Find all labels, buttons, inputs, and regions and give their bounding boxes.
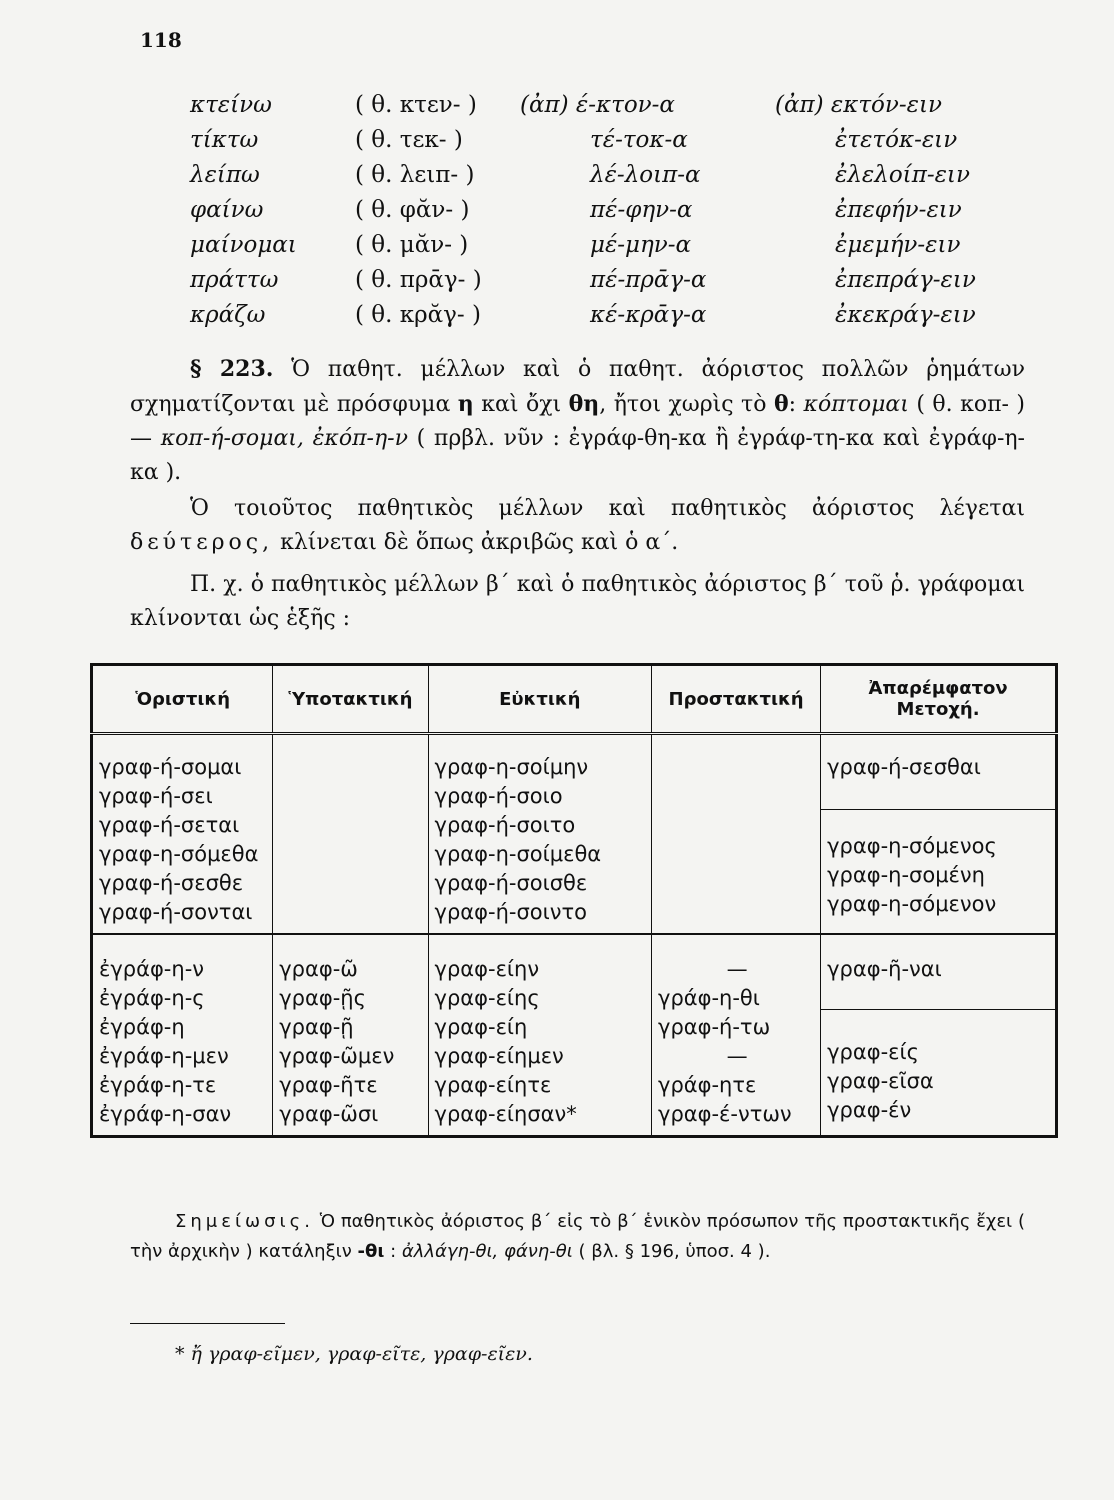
form: — — [726, 957, 748, 981]
footnote: * ἤ γραφ-εῖμεν, γραφ-εῖτε, γραφ-εῖεν. — [175, 1343, 533, 1365]
text-run: δεύτερος, — [130, 530, 274, 555]
verb-present: λείπω — [190, 162, 260, 188]
text-run: : — [384, 1241, 402, 1262]
participle-form: γραφ-έν — [827, 1098, 912, 1122]
form: γραφ-ή-σει — [99, 784, 213, 808]
form: γραφ-έ-ντων — [658, 1102, 792, 1126]
form: γραφ-ή-σοισθε — [434, 871, 588, 895]
header-indicative: Ὁριστική — [92, 665, 273, 734]
table-row-future — [92, 734, 1057, 935]
verb-pluperfect: ἐτετόκ-ειν — [835, 127, 958, 153]
text-run: Ὁ παθητικὸς ἀόριστος β΄ εἰς τὸ β΄ ἑνικὸν πρόσωπον τῆς προστακτικῆς ἔχει ( τὴν ἀρχικὴν ) κατάληξιν — [130, 1211, 1025, 1262]
verb-perfect: μέ-μην-α — [590, 232, 692, 258]
text-run: -θι — [357, 1241, 385, 1262]
form: γράφ-ητε — [658, 1073, 757, 1097]
form: γραφ-ῇ — [279, 1015, 354, 1039]
future-optative-cell — [428, 734, 651, 935]
aorist-subjunctive-cell — [273, 934, 428, 1137]
aorist-optative-cell — [428, 934, 651, 1137]
text-run: ( πρβλ. νῦν : ἐγράφ-θη-κα ἢ ἐγράφ-τη-κα καὶ ἐγράφ-η-κα ). — [130, 426, 1025, 485]
verb-pluperfect: ἐλελοίπ-ειν — [835, 162, 970, 188]
future-imperative-cell — [652, 734, 821, 935]
verb-perfect: πέ-πρᾱγ-α — [590, 267, 707, 293]
verb-theme: ( θ. φᾰν- ) — [355, 197, 470, 223]
verb-perfect: πέ-φην-α — [590, 197, 693, 223]
verb-theme: ( θ. πρᾱγ- ) — [355, 267, 482, 293]
verb-present: κράζω — [190, 302, 266, 328]
form: γραφ-ή-σοιτο — [434, 813, 576, 837]
form: γραφ-είητε — [434, 1073, 552, 1097]
text-run: ( βλ. § 196, ὑποσ. 4 ). — [572, 1241, 771, 1262]
verb-row — [190, 127, 1010, 162]
verb-pluperfect: ἐπεφήν-ειν — [835, 197, 962, 223]
form: — — [726, 1044, 748, 1068]
future-indicative-cell — [92, 734, 273, 935]
section-number: § 223. — [190, 356, 274, 382]
verb-perfect: κέ-κρᾱγ-α — [590, 302, 707, 328]
future-infinitive-participle-cell — [821, 734, 1057, 935]
note-paragraph — [130, 1207, 1025, 1267]
form: ἐγράφ-η-τε — [99, 1073, 217, 1097]
verb-perfect: λέ-λοιπ-α — [590, 162, 701, 188]
form: ἐγράφ-η-ν — [99, 957, 204, 981]
text-run: καὶ ὄχι — [473, 392, 569, 417]
page-number: 118 — [140, 28, 182, 52]
text-run: κλίνεται δὲ ὅπως ἀκριβῶς καὶ ὁ α΄. — [273, 530, 679, 555]
section-paragraph-2 — [130, 492, 1025, 560]
form: γραφ-ή-σεσθε — [99, 871, 244, 895]
text-run: ( θ. κοπ- ) — — [130, 392, 1026, 451]
form: γραφ-ή-τω — [658, 1015, 771, 1039]
verb-row — [190, 232, 1010, 267]
form: γραφ-ῆτε — [279, 1073, 378, 1097]
text-run: η — [457, 391, 474, 417]
form: γράφ-η-θι — [658, 986, 760, 1010]
verb-present: πράττω — [190, 267, 279, 293]
infinitive-block — [821, 753, 1055, 810]
verb-row — [190, 197, 1010, 232]
infinitive-block — [821, 955, 1055, 1010]
verb-present: φαίνω — [190, 197, 264, 223]
participle-form: γραφ-εῖσα — [827, 1069, 934, 1093]
verb-pluperfect: ἐπεπράγ-ειν — [835, 267, 976, 293]
verb-pluperfect: (ἀπ) εκτόν-ειν — [775, 92, 942, 118]
form: ἐγράφ-η-σαν — [99, 1102, 232, 1126]
aorist-infinitive-participle-cell — [821, 934, 1057, 1137]
verb-theme: ( θ. τεκ- ) — [355, 127, 463, 153]
form: γραφ-ῶσι — [279, 1102, 379, 1126]
table-header-row — [92, 665, 1057, 734]
text-run: θ — [773, 391, 789, 417]
verb-theme: ( θ. κρᾰγ- ) — [355, 302, 481, 328]
form: γραφ-ή-σομαι — [99, 755, 242, 779]
form: γραφ-είη — [434, 1015, 528, 1039]
footnote-divider — [130, 1323, 285, 1324]
form: γραφ-ῇς — [279, 986, 366, 1010]
text-run: : — [788, 392, 804, 417]
form: γραφ-είην — [434, 957, 540, 981]
infinitive-form: γραφ-ή-σεσθαι — [827, 755, 981, 779]
text-run: θη — [568, 391, 600, 417]
header-optative: Εὐκτική — [428, 665, 651, 734]
text-run: Ὁ παθητ. μέλλων καὶ ὁ παθητ. ἀόριστος πολλῶν ῥημάτων σχηματίζονται μὲ πρόσφυμα — [130, 357, 1025, 417]
form: ἐγράφ-η — [99, 1015, 185, 1039]
verb-row — [190, 162, 1010, 197]
form: γραφ-είημεν — [434, 1044, 564, 1068]
verb-list — [190, 92, 1010, 337]
note-label: Σημείωσις. — [175, 1211, 314, 1232]
header-infinitive-participle: Ἀπαρέμφατον Μετοχή. — [821, 665, 1057, 734]
verb-row — [190, 92, 1010, 127]
infinitive-form: γραφ-ῆ-ναι — [827, 957, 942, 981]
verb-present: κτείνω — [190, 92, 272, 118]
verb-row — [190, 267, 1010, 302]
text-run: , ἤτοι χωρὶς τὸ — [599, 392, 774, 417]
verb-pluperfect: ἐκεκράγ-ειν — [835, 302, 976, 328]
participle-form: γραφ-η-σόμενος — [827, 834, 997, 858]
form: γραφ-ῶμεν — [279, 1044, 395, 1068]
section-paragraph-3: Π. χ. ὁ παθητικὸς μέλλων β΄ καὶ ὁ παθητικὸς ἀόριστος β΄ τοῦ ῥ. γράφομαι κλίνονται ὡς ἑξῆς : — [130, 572, 1025, 631]
form: γραφ-ή-σονται — [99, 900, 253, 924]
form: γραφ-είης — [434, 986, 540, 1010]
text-run: Ὁ τοιοῦτος παθητικὸς μέλλων καὶ παθητικὸς ἀόριστος λέγεται — [190, 496, 1025, 521]
verb-theme: ( θ. κτεν- ) — [355, 92, 477, 118]
form: γραφ-ή-σεται — [99, 813, 240, 837]
form: γραφ-η-σοίμεθα — [434, 842, 602, 866]
header-imperative: Προστακτική — [652, 665, 821, 734]
text-run: ἀλλάγη-θι, φάνη-θι — [401, 1241, 573, 1262]
verb-present: μαίνομαι — [190, 232, 297, 258]
participle-form: γραφ-είς — [827, 1040, 919, 1064]
aorist-indicative-cell — [92, 934, 273, 1137]
form: ἐγράφ-η-μεν — [99, 1044, 229, 1068]
aorist-imperative-cell — [652, 934, 821, 1137]
verb-pluperfect: ἐμεμήν-ειν — [835, 232, 961, 258]
verb-theme: ( θ. λειπ- ) — [355, 162, 475, 188]
form: γραφ-ή-σοιο — [434, 784, 563, 808]
text-run: κοπ-ή-σομαι, ἐκόπ-η-ν — [160, 426, 408, 451]
participle-form: γραφ-η-σομένη — [827, 863, 985, 887]
verb-row — [190, 302, 1010, 337]
form: γραφ-η-σοίμην — [434, 755, 589, 779]
form: γραφ-είησαν* — [434, 1102, 577, 1126]
future-subjunctive-cell — [273, 734, 428, 935]
section-paragraph-1 — [130, 352, 1025, 490]
form: ἐγράφ-η-ς — [99, 986, 205, 1010]
header-subjunctive: Ὑποτακτική — [273, 665, 428, 734]
form: γραφ-η-σόμεθα — [99, 842, 259, 866]
form: γραφ-ῶ — [279, 957, 358, 981]
form: γραφ-ή-σοιντο — [434, 900, 587, 924]
table-row-aorist — [92, 934, 1057, 1137]
participle-form: γραφ-η-σόμενον — [827, 892, 997, 916]
verb-perfect: τέ-τοκ-α — [590, 127, 688, 153]
verb-theme: ( θ. μᾰν- ) — [355, 232, 469, 258]
conjugation-table — [90, 663, 1058, 1138]
verb-perfect: (ἀπ) έ-κτον-α — [520, 92, 675, 118]
verb-present: τίκτω — [190, 127, 259, 153]
text-run: κόπτομαι — [803, 392, 909, 417]
